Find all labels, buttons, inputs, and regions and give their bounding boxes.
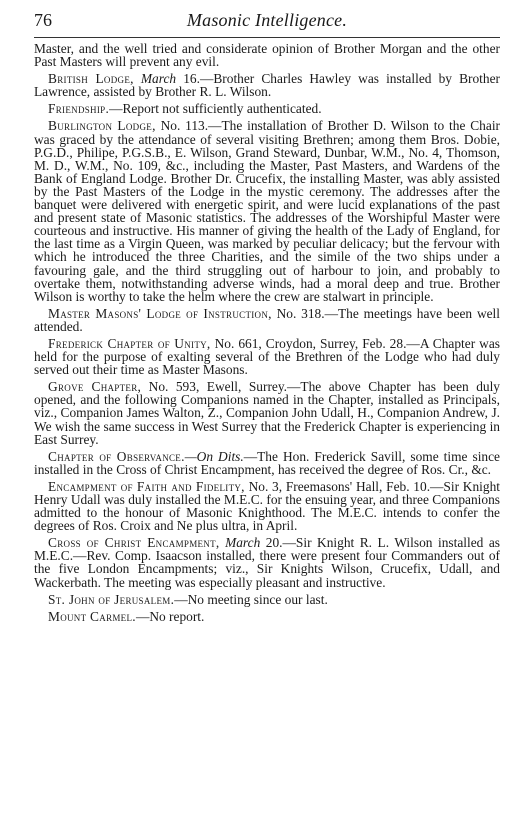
paragraph-lead: Burlington Lodge, [48,118,156,134]
paragraph-lead: St. John of Jerusalem. [48,591,175,607]
paragraph-lead-italic: March [140,71,177,87]
paragraph-encampment-faith-fidelity [34,480,500,532]
paragraph-lead: Mount Carmel. [48,608,136,624]
paragraph-text: Master, and the well tried and considerate opinion of Brother Morgan and the other Past Masters will prevent any evil. [34,41,500,70]
paragraph-chapter-of-observance [34,450,500,476]
paragraph-text: —The Hon. Frederick Savill, some time since installed in the Cross of Christ Encampment, has received the degree of Ros. Cr., &c. [34,448,501,477]
paragraph-text: —No meeting since our last. [174,591,328,607]
page-number: 76 [34,10,52,30]
paragraph-lead-italic: March [225,535,261,551]
paragraph-text: No. 593, Ewell, Surrey.—The above Chapter has been duly opened, and the following Companions named in the Chapter, installed as Principals, viz., Companion James Walton, Z., Companion John Udall, H., Companion Andrew, J. We wish the same success in West Surrey that the Frederick Chapter is experiencing in East Surrey. [34,379,501,447]
paragraph-lead: British Lodge, [48,71,134,87]
paragraph-lead: Friendship. [48,101,110,117]
paragraph-lead: Frederick Chapter of Unity, [48,335,211,351]
paragraph-frederick-chapter [34,337,500,376]
paragraph-text: —Report not sufficiently authenticated. [109,101,322,117]
page-body [34,42,500,627]
paragraph-text: 16.—Brother Charles Hawley was installed by Brother Lawrence, assisted by Brother R. L. Wilson. [34,71,500,100]
paragraph-friendship [34,102,500,115]
paragraph-burlington-lodge [34,119,500,302]
paragraph-british-lodge [34,72,500,98]
paragraph-text: No. 113.—The installation of Brother D. Wilson to the Chair was graced by the attendance of several visiting Brethren; among them Bros. Dobie, P.G.D., Philipe, P.G.S.B., E. Wilson, Grand Steward, Dunbar, W.M., No. 4, Thomson, M. D., W.M., No. 109, &c., including the Master, Past Masters, and Wardens of the Bank of England Lodge. Brother Dr. Crucefix, the installing Master, was ably assisted by the Past Masters of the Lodge in the mystic ceremony. The addresses after the banquet were delivered with energetic spirit, and were lucid explanations of the past and present state of Masonic statistics. The addresses of the Worshipful Master were courteous and instructive. His manner of giving the health of the Lady of England, for the last time as a Virgin Queen, was marked by peculiar delicacy; but the fervour with which he introduced the three Charities, and the simile of the two ships under a favouring gale, and the third struggling out of harbour to join, and probably to overtake them, notwithstanding adverse winds, had a moral deep and true. Brother Wilson is worthy to take the helm where the crew are stalwart in principle. [34,118,500,304]
paragraph-text: No. 3, Freemasons' Hall, Feb. 10.—Sir Knight Henry Udall was duly installed the M.E.C. for the ensuing year, and three Companions admitted to the honour of Masonic Knighthood. The M.E.C. intends to confer the degrees of Ros. Croix and Ne plus ultra, in April. [34,478,501,534]
paragraph-lead: Grove Chapter, [48,379,142,395]
paragraph-master-masons-lodge [34,307,500,333]
paragraph-lead: Master Masons' Lodge of Instruction, [48,305,272,321]
paragraph-cross-of-christ [34,536,500,588]
paragraph-text: No. 318.—The meetings have been well attended. [34,305,500,334]
paragraph-mount-carmel [34,610,500,623]
running-title: Masonic Intelligence. [186,10,348,30]
paragraph-lead: Cross of Christ Encampment, [48,535,220,551]
paragraph-lead: Chapter of Observance. [48,448,185,464]
paragraph-continuation [34,42,500,68]
paragraph-text: —No report. [135,608,205,624]
header-rule [34,37,500,38]
paragraph-lead: Encampment of Faith and Fidelity, [48,478,245,494]
paragraph-grove-chapter [34,380,500,445]
page-header [34,10,500,36]
paragraph-text: 20.—Sir Knight R. L. Wilson installed as M.E.C.—Rev. Comp. Isaacson installed, there were present four Commanders out of the five London Encampments; viz., Sir Knights Wilson, Crucefix, Udall, and Wackerbath. The meeting was especially pleasant and instructive. [34,535,500,590]
paragraph-text: No. 661, Croydon, Surrey, Feb. 28.—A Chapter was held for the purpose of exalting several of the Brethren of the Lodge who had duly served out their time as Master Masons. [34,335,501,378]
paragraph-lead-italic: —On Dits. [184,448,244,464]
paragraph-st-john [34,593,500,606]
